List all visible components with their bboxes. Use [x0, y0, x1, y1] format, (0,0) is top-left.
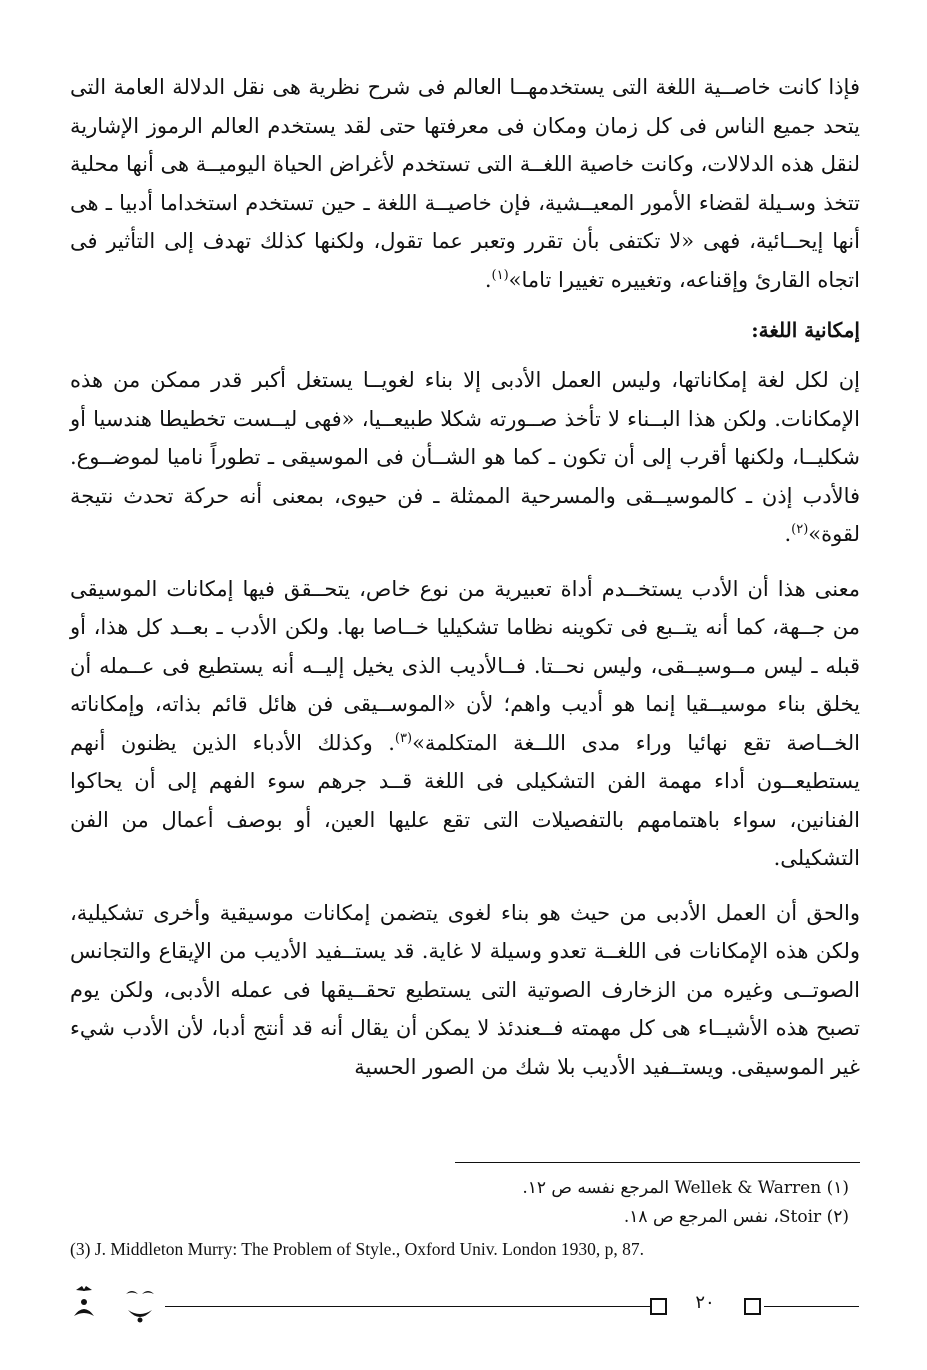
footnote-3: (3) J. Middleton Murry: The Problem of Style., Oxford Univ. London 1930, p, 87. — [70, 1239, 645, 1259]
paragraph-3 — [70, 570, 860, 878]
footer-square-left-icon — [650, 1298, 667, 1315]
paragraph-4: والحق أن العمل الأدبى من حيث هو بناء لغوى يتضمن إمكانات موسيقية وأخرى تشكيلية، ولكن هذه الإمكانات فى اللغــة تعدو وسيلة لا غاية. قد يستــفيد الأديب من الإيقاع والتجانس الصوتــى وغيره من الزخارف الصوتية التى يستطيع تحقــيقها فى عمله الأدبى، ولكن يوم تصبح هذه الأشيــاء هى كل مهمته فــعندئذ لا يمكن أن يقال أنه قد أنتج أدبا، لأن الأدب شيء غير الموسيقى. ويستــفيد الأديب بلا شك من الصور الحسية — [70, 900, 860, 1079]
paragraph-3-text-b: . وكذلك الأدباء الذين يظنون أنهم يستطيعــون أداء مهمة الفن التشكيلى فى اللغة قــد جرهم سوء الفهم إلى أن يحاكوا الفنانين، سواء باهتمامهم بالتفصيلات التى تقع عليها العين، أو بوصف أعمال من الفن التشكيلى. — [70, 730, 860, 870]
ornament-icon — [68, 1282, 158, 1328]
footer-square-right-icon — [744, 1298, 761, 1315]
paragraph-1: فإذا كانت خاصــية اللغة التى يستخدمهــا العالم فى شرح نظرية هى نقل الدلالة العامة التى يتحد جميع الناس فى كل زمان ومكان فى معرفتها حتى لقد يستخدم العالم الرموز الإشارية لنقل هذه الدلالات، وكانت خاصية اللغــة التى تستخدم لأغراض الحياة اليوميــة هى أنها محلية تتخذ وسـيلة لقضاء الأمور المعيــشية، فإن خاصيــة اللغة ـ حين تستخدم استخداما أدبيا ـ هى أنها إيحــائية، فهى «لا تكتفى بأن تقرر وتعبر عما تقول، ولكنها كذلك تهدف إلى التأثير فى اتجاه القارئ وإقناعه، وتغييره تغييرا تاما»$^{(١)}$. — [70, 75, 860, 292]
footnote-1: (١) Wellek & Warren المرجع نفسه ص ١٢. — [522, 1178, 849, 1198]
footnote-divider — [455, 1162, 860, 1163]
footer-line-left — [165, 1306, 650, 1307]
footnote-2: (٢) Stoir، نفس المرجع ص ١٨. — [623, 1207, 849, 1227]
paragraph-2: إن لكل لغة إمكاناتها، وليس العمل الأدبى إلا بناء لغويــا يستغل أكبر قدر ممكن من هذه الإمكانات. ولكن هذا البــناء لا تأخذ صــورته شكلا طبيعــيا، «فهى ليــست تخطيطا هندسيا أو شكليــا، ولكنها أقرب إلى أن تكون ـ كما هو الشــأن فى الموسيقى ـ تطوراً ناميا لموضــوع. فالأدب إذن ـ كالموسيــقى والمسرحية الممثلة ـ فن حيوى، بمعنى أنه حركة تحدث نتيجة لقوة»$^{(٢)}$. — [70, 368, 860, 546]
page-number: ٢٠ — [695, 1292, 715, 1313]
paragraph-3-text-a: معنى هذا أن الأدب يستخــدم أداة تعبيرية من نوع خاص، يتحــقق فيها إمكانات الموسيقى من جــهة، كما أنه يتــبع فى تكوينه نظاما تشكيليا خــاصا بها. ولكن الأدب ـ بعــد كل هذا، أو قبله ـ ليس مــوسيــقى، وليس نحــتا. فــالأديب الذى يخيل إليــه أنه يستطيع فى عــمله أن يخلق بناء موسيــقيا إنما هو أديب واهم؛ لأن «الموســيقى فن هائل قائم بذاته، وإمكاناته الخــاصة تقع نهائيا وراء مدى اللــغة المتكلمة» — [70, 576, 861, 755]
section-heading: إمكانية اللغة: — [751, 318, 860, 342]
page-body — [70, 68, 860, 1086]
footer-line-right — [764, 1306, 859, 1307]
footnote-ref-3[interactable]: (٣) — [394, 730, 413, 746]
footnote-ref-2[interactable]: (٢) — [791, 522, 809, 537]
footnote-ref-1[interactable]: (١) — [491, 267, 509, 283]
paragraph-1-text: فإذا كانت خاصــية اللغة التى يستخدمهــا العالم فى شرح نظرية هى نقل الدلالة العامة التى يتحد جميع الناس فى كل زمان ومكان فى معرفتها حتى لقد يستخدم العالم الرموز الإشارية لنقل هذه الدلالات، وكانت خاصية اللغــة التى تستخدم لأغراض الحياة اليوميــة هى أنها محلية تتخذ وسـيلة لقضاء الأمور المعيــشية، فإن خاصيــة اللغة ـ حين تستخدم استخداما أدبيا ـ هى أنها إيحــائية، فهى «لا تكتفى بأن تقرر وتعبر عما تقول، ولكنها كذلك تهدف إلى التأثير فى اتجاه القارئ وإقناعه، وتغييره تغييرا تاما» — [70, 75, 860, 292]
paragraph-2-text: إن لكل لغة إمكاناتها، وليس العمل الأدبى إلا بناء لغويــا يستغل أكبر قدر ممكن من هذه الإمكانات. ولكن هذا البــناء لا تأخذ صــورته شكلا طبيعــيا، «فهى ليــست تخطيطا هندسيا أو شكليــا، ولكنها أقرب إلى أن تكون ـ كما هو الشــأن فى الموسيقى ـ تطوراً ناميا لموضــوع. فالأدب إذن ـ كالموسيــقى والمسرحية الممثلة ـ فن حيوى، بمعنى أنه حركة تحدث نتيجة لقوة» — [70, 368, 860, 546]
